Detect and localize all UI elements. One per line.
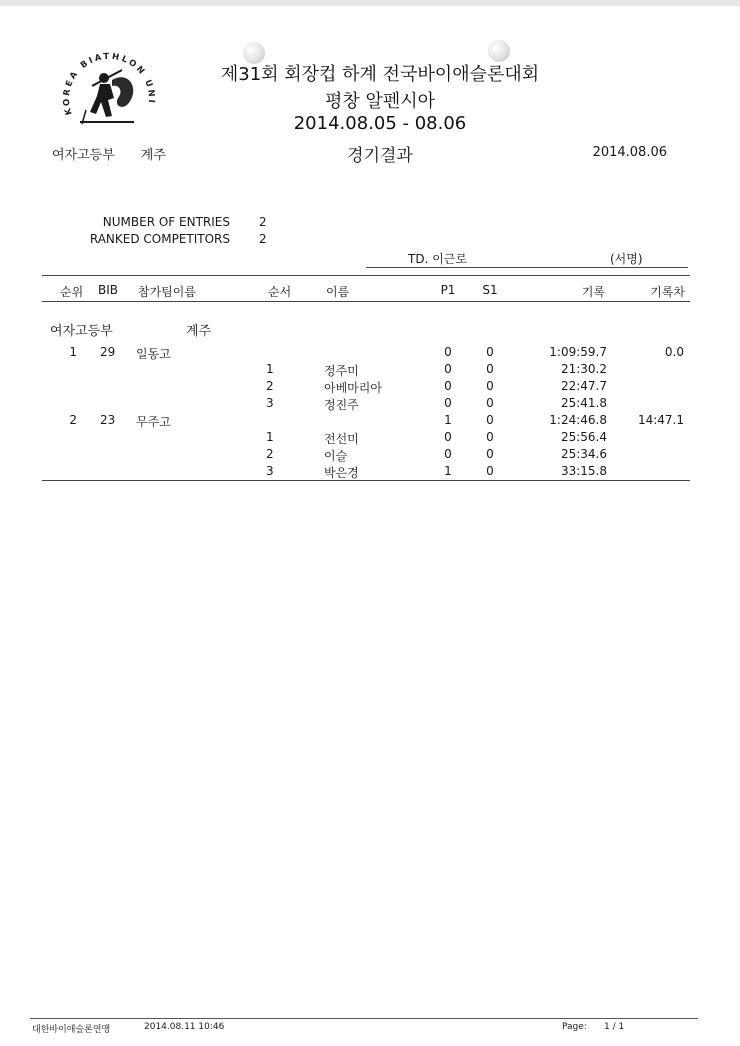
- table-rule: [42, 480, 690, 481]
- entries-label: NUMBER OF ENTRIES: [102, 215, 230, 229]
- leg-name: 정주미: [324, 364, 359, 378]
- footer-org: 대한바이애슬론연맹: [32, 1025, 111, 1035]
- col-team: 참가팀이름: [138, 285, 196, 299]
- leg-time: 25:56.4: [560, 430, 607, 444]
- col-p1: P1: [440, 283, 456, 297]
- leg-order: 2: [266, 447, 274, 461]
- team-time: 1:09:59.7: [549, 345, 607, 359]
- table-rule: [42, 301, 690, 302]
- team-rank: 1: [69, 345, 77, 359]
- team-bib: 29: [100, 345, 116, 359]
- kbu-logo: [52, 40, 164, 136]
- leg-order: 1: [266, 362, 274, 376]
- col-time: 기록: [581, 285, 605, 299]
- team-s1: 0: [486, 345, 494, 359]
- leg-time: 22:47.7: [560, 379, 607, 393]
- team-diff: 14:47.1: [637, 413, 684, 427]
- leg-name: 전선미: [324, 432, 359, 446]
- team-diff: 0.0: [664, 345, 684, 359]
- footer-rule: [30, 1018, 698, 1019]
- leg-p1: 0: [444, 362, 452, 376]
- page-top-edge: [0, 0, 740, 6]
- leg-time: 33:15.8: [560, 464, 607, 478]
- event-dates: 2014.08.05 - 08.06: [293, 113, 467, 134]
- header-category: 여자고등부: [52, 148, 115, 163]
- signature-label: (서명): [610, 252, 643, 266]
- leg-time: 25:41.8: [560, 396, 607, 410]
- leg-time: 25:34.6: [560, 447, 607, 461]
- leg-order: 1: [266, 430, 274, 444]
- col-s1: S1: [482, 283, 498, 297]
- leg-p1: 1: [444, 464, 452, 478]
- leg-p1: 0: [444, 447, 452, 461]
- venue-title: 평창 알펜시아: [324, 91, 436, 112]
- team-name: 일동고: [136, 347, 171, 361]
- col-diff: 기록차: [650, 285, 685, 299]
- footer-page-value: 1 / 1: [604, 1022, 625, 1032]
- leg-p1: 0: [444, 396, 452, 410]
- col-bib: BIB: [98, 283, 119, 297]
- entries-value: 2: [259, 215, 267, 229]
- team-p1: 1: [444, 413, 452, 427]
- team-time: 1:24:46.8: [549, 413, 607, 427]
- team-bib: 23: [100, 413, 116, 427]
- leg-order: 3: [266, 396, 274, 410]
- leg-s1: 0: [486, 447, 494, 461]
- leg-p1: 0: [444, 430, 452, 444]
- col-order: 순서: [268, 285, 292, 299]
- team-s1: 0: [486, 413, 494, 427]
- col-name: 이름: [326, 285, 350, 299]
- team-p1: 0: [444, 345, 452, 359]
- leg-time: 21:30.2: [560, 362, 607, 376]
- header-event: 계주: [140, 148, 166, 163]
- header-category-event: [52, 144, 166, 163]
- result-date: 2014.08.06: [592, 145, 667, 160]
- leg-s1: 0: [486, 396, 494, 410]
- document-title: 경기결과: [347, 146, 413, 166]
- leg-order: 3: [266, 464, 274, 478]
- leg-s1: 0: [486, 430, 494, 444]
- leg-name: 박은경: [324, 466, 359, 480]
- section-category: 여자고등부: [50, 324, 113, 339]
- ranked-value: 2: [259, 232, 267, 246]
- leg-s1: 0: [486, 464, 494, 478]
- leg-s1: 0: [486, 362, 494, 376]
- technical-delegate: TD. 이근로: [408, 252, 467, 266]
- ranked-label: RANKED COMPETITORS: [89, 232, 230, 246]
- footer-page-label: Page:: [562, 1022, 587, 1032]
- team-rank: 2: [69, 413, 77, 427]
- leg-name: 아베마리아: [324, 381, 382, 395]
- leg-name: 이슬: [324, 449, 348, 463]
- signature-line: [366, 267, 688, 268]
- punch-hole: [488, 40, 510, 62]
- leg-s1: 0: [486, 379, 494, 393]
- event-title: 제31회 회장컵 하계 전국바이애슬론대회: [220, 64, 540, 85]
- team-name: 무주고: [136, 415, 171, 429]
- section-event: 계주: [186, 324, 212, 339]
- leg-name: 정진주: [324, 398, 359, 412]
- logo-text: KOREA BIATHLON UNI: [61, 51, 157, 117]
- leg-order: 2: [266, 379, 274, 393]
- footer-printed: 2014.08.11 10:46: [144, 1022, 225, 1032]
- table-rule: [42, 275, 690, 276]
- leg-p1: 0: [444, 379, 452, 393]
- col-rank: 순위: [60, 285, 84, 299]
